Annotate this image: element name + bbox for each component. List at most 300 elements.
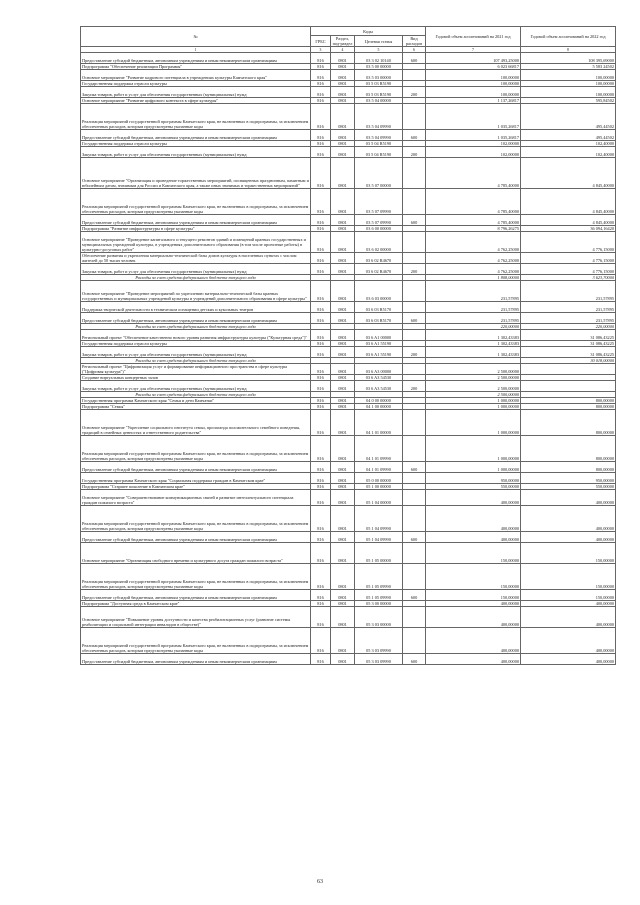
row-grbs: 816 xyxy=(311,232,331,253)
row-name: Реализация мероприятий государственной программы Камчатского края, не включенных в подпрограммы, за исключением обеспеченных расходов, которым предусмотрены указанные коды xyxy=(81,189,311,215)
row-grbs: 816 xyxy=(311,130,331,141)
table-row xyxy=(81,70,616,81)
row-amount-2021: 231,57895 xyxy=(426,281,521,302)
row-grbs: 816 xyxy=(311,564,331,590)
row-name: Государственная поддержка отрасли культуры xyxy=(81,81,311,87)
row-expense-type: 600 xyxy=(403,654,426,665)
row-expense-type xyxy=(403,490,426,506)
row-section: 0801 xyxy=(331,341,355,347)
row-grbs: 816 xyxy=(311,330,331,341)
row-amount-2022: 100,00000 xyxy=(521,70,616,81)
row-name: Предоставление субсидий бюджетным, автономным учреждениям и иным некоммерческим организациям xyxy=(81,313,311,324)
row-grbs: 816 xyxy=(311,226,331,232)
row-expense-type: 600 xyxy=(403,313,426,324)
row-amount-2022: 550,00000 xyxy=(521,484,616,490)
row-grbs: 816 xyxy=(311,158,331,189)
row-amount-2021: 8 796,26275 xyxy=(426,226,521,232)
row-amount-2021: 1 000,00000 xyxy=(426,462,521,473)
row-section: 0801 xyxy=(331,264,355,275)
row-grbs: 816 xyxy=(311,375,331,381)
row-grbs: 816 xyxy=(311,490,331,506)
row-amount-2021: 1 302,43383 xyxy=(426,330,521,341)
row-name: Государственная программа Камчатского края "Социальная поддержка граждан в Камчатском крае" xyxy=(81,473,311,484)
row-amount-2022: 150,00000 xyxy=(521,564,616,590)
column-number: 7 xyxy=(426,47,521,53)
table-row xyxy=(81,532,616,543)
row-grbs: 816 xyxy=(311,473,331,484)
row-target-article: 04 0 00 00000 xyxy=(355,398,403,404)
row-section: 0801 xyxy=(331,141,355,147)
row-amount-2021: 4 785,40000 xyxy=(426,189,521,215)
row-target-article: 05 0 00 00000 xyxy=(355,473,403,484)
row-name: Основное мероприятие "Проведение мероприятий по укреплению материально-технической базы краевых государственных и муниципальных учреждений культуры и учреждений дополнительного образования в сфере культуры" xyxy=(81,281,311,302)
row-grbs: 816 xyxy=(311,462,331,473)
row-section: 0801 xyxy=(331,484,355,490)
row-target-article: 04 1 00 00000 xyxy=(355,404,403,410)
row-grbs: 816 xyxy=(311,590,331,601)
row-amount-2021: 1 137,26817 xyxy=(426,98,521,104)
table-row xyxy=(81,628,616,654)
row-target-article: 05 1 00 00000 xyxy=(355,484,403,490)
row-amount-2022: 4 845,40000 xyxy=(521,158,616,189)
row-expense-type: 200 xyxy=(403,147,426,158)
row-target-article: 03 6 A3 00000 xyxy=(355,364,403,375)
row-section: 0801 xyxy=(331,347,355,358)
row-name: Основное мероприятие "Проведение капитального и текущего ремонтов зданий и помещений краевых государственных и муниципальных учреждений культуры, в учреждениях дополнительного образования (в том числе проектные работы) в культурно-досуговых работ" xyxy=(81,232,311,253)
row-amount-2021: 1 000,00000 xyxy=(426,398,521,404)
row-target-article: 05 1 05 09990 xyxy=(355,564,403,590)
row-name: Создание виртуальных концертных залов xyxy=(81,375,311,381)
row-amount-2022: 102,40000 xyxy=(521,141,616,147)
row-amount-2021: 231,57895 xyxy=(426,302,521,313)
row-amount-2022: 3 623,70000 xyxy=(521,275,616,281)
table-row xyxy=(81,607,616,628)
row-amount-2021: 2 500,00000 xyxy=(426,364,521,375)
table-row xyxy=(81,364,616,375)
row-expense-type xyxy=(403,281,426,302)
row-section: 0801 xyxy=(331,302,355,313)
row-amount-2022: 400,00000 xyxy=(521,532,616,543)
row-amount-2022: 4 776,15000 xyxy=(521,253,616,264)
table-row xyxy=(81,462,616,473)
row-amount-2021: 220,00000 xyxy=(426,324,521,330)
table-row xyxy=(81,130,616,141)
header-target-article: Целевая статья xyxy=(355,36,403,47)
row-section: 0801 xyxy=(331,398,355,404)
row-name: Предоставление субсидий бюджетным, автономным учреждениям и иным некоммерческим организациям xyxy=(81,215,311,226)
row-section: 0801 xyxy=(331,158,355,189)
row-expense-type xyxy=(403,473,426,484)
row-name: Обеспечение развития и укрепления материально-технической базы домов культуры в населенных пунктах с числом жителей до 50 тысяч человек xyxy=(81,253,311,264)
row-amount-2022: 31 086,43225 xyxy=(521,330,616,341)
row-amount-2022: 100,00000 xyxy=(521,87,616,98)
row-target-article: 03 5 07 09990 xyxy=(355,189,403,215)
row-amount-2022: 4 845,40000 xyxy=(521,189,616,215)
row-expense-type: 600 xyxy=(403,532,426,543)
row-section: 0801 xyxy=(331,87,355,98)
row-section: 0801 xyxy=(331,601,355,607)
row-target-article: 03 5 04 09990 xyxy=(355,130,403,141)
row-name: Основное мероприятие "Организация свободного времени и культурного досуга граждан пожилого возраста" xyxy=(81,543,311,564)
row-target-article: 03 6 03 R5170 xyxy=(355,302,403,313)
row-amount-2022: 400,00000 xyxy=(521,601,616,607)
row-target-article: 05 3 03 09990 xyxy=(355,654,403,665)
row-amount-2021: 231,57895 xyxy=(426,313,521,324)
row-target-article: 03 5 04 R5190 xyxy=(355,141,403,147)
row-target-article: 04 1 01 00000 xyxy=(355,410,403,436)
row-target-article: 03 6 02 R4670 xyxy=(355,264,403,275)
row-expense-type xyxy=(403,364,426,375)
row-grbs: 816 xyxy=(311,104,331,130)
row-target-article: 03 6 A1 00000 xyxy=(355,330,403,341)
row-amount-2022: 4 845,40000 xyxy=(521,215,616,226)
row-expense-type xyxy=(403,330,426,341)
table-row xyxy=(81,473,616,484)
row-grbs: 816 xyxy=(311,543,331,564)
row-section: 0801 xyxy=(331,564,355,590)
row-section: 0801 xyxy=(331,506,355,532)
row-expense-type: 600 xyxy=(403,462,426,473)
row-amount-2022: 800,00000 xyxy=(521,436,616,462)
row-name: Закупка товаров, работ и услуг для обеспечения государственных (муниципальных) нужд xyxy=(81,264,311,275)
row-name: Предоставление субсидий бюджетным, автономным учреждениям и иным некоммерческим организациям xyxy=(81,654,311,665)
row-section: 0801 xyxy=(331,436,355,462)
table-row xyxy=(81,654,616,665)
row-section: 0801 xyxy=(331,70,355,81)
row-amount-2022: 800,00000 xyxy=(521,398,616,404)
row-name: Региональный проект "Обеспечение качественно нового уровня развития инфраструктуры культуры ("Культурная среда")" xyxy=(81,330,311,341)
row-name: Подпрограмма "Доступная среда в Камчатском крае" xyxy=(81,601,311,607)
row-name: Реализация мероприятий государственной программы Камчатского края, не включенных в подпрограммы, за исключением обеспеченных расходов, которым предусмотрены указанные коды xyxy=(81,436,311,462)
table-row xyxy=(81,330,616,341)
row-target-article: 03 5 00 00000 xyxy=(355,64,403,70)
table-row xyxy=(81,590,616,601)
row-name: Закупка товаров, работ и услуг для обеспечения государственных (муниципальных) нужд xyxy=(81,381,311,392)
row-amount-2022: 400,00000 xyxy=(521,654,616,665)
row-section: 0801 xyxy=(331,147,355,158)
row-amount-2021: 4 785,40000 xyxy=(426,158,521,189)
column-number: 5 xyxy=(355,47,403,53)
row-target-article: 03 6 00 00000 xyxy=(355,226,403,232)
row-grbs: 816 xyxy=(311,253,331,264)
row-amount-2022: 400,00000 xyxy=(521,490,616,506)
table-row xyxy=(81,490,616,506)
row-amount-2021: 2 500,00000 xyxy=(426,375,521,381)
row-name: Предоставление субсидий бюджетным, автономным учреждениям и иным некоммерческим организациям xyxy=(81,532,311,543)
row-target-article: 03 6 03 00000 xyxy=(355,281,403,302)
row-target-article: 03 6 A3 54530 xyxy=(355,381,403,392)
row-section: 0801 xyxy=(331,628,355,654)
row-target-article: 05 1 05 09990 xyxy=(355,590,403,601)
row-section: 0801 xyxy=(331,232,355,253)
row-name: Предоставление субсидий бюджетным, автономным учреждениям и иным некоммерческим организациям xyxy=(81,590,311,601)
row-amount-2022: 30 018,00000 xyxy=(521,358,616,364)
row-target-article: 03 6 A1 55190 xyxy=(355,347,403,358)
row-amount-2022: 400,00000 xyxy=(521,607,616,628)
row-amount-2021: 1 302,43383 xyxy=(426,341,521,347)
row-name: Государственная поддержка отрасли культуры xyxy=(81,141,311,147)
table-row xyxy=(81,506,616,532)
row-target-article: 03 5 03 R5190 xyxy=(355,87,403,98)
row-amount-2021: 100,00000 xyxy=(426,81,521,87)
row-amount-2021: 102,00000 xyxy=(426,141,521,147)
row-target-article: 03 5 04 00000 xyxy=(355,98,403,104)
row-amount-2022: 495,44502 xyxy=(521,104,616,130)
row-amount-2021: 950,00000 xyxy=(426,473,521,484)
row-grbs: 816 xyxy=(311,53,331,64)
row-section: 0801 xyxy=(331,226,355,232)
row-amount-2021: 107 493,25000 xyxy=(426,53,521,64)
row-amount-2021: 100,00000 xyxy=(426,70,521,81)
row-amount-2021: 102,00000 xyxy=(426,147,521,158)
row-amount-2021: 1 808,00000 xyxy=(426,275,521,281)
row-amount-2022: 231,57895 xyxy=(521,281,616,302)
row-amount-2021: 550,00000 xyxy=(426,484,521,490)
row-section: 0801 xyxy=(331,53,355,64)
row-name: Реализация мероприятий государственной программы Камчатского края, не включенных в подпрограммы, за исключением обеспеченных расходов, которым предусмотрены указанные коды xyxy=(81,564,311,590)
header-expense-type: Вид расходов xyxy=(403,36,426,47)
header-grbs: ГРБС xyxy=(311,36,331,47)
table-row xyxy=(81,158,616,189)
budget-table xyxy=(80,26,616,665)
row-amount-2022 xyxy=(521,364,616,375)
row-name: Подпрограмма "Развитие инфраструктуры в сфере культуры" xyxy=(81,226,311,232)
row-name: Поддержка творческой деятельности в техническом оснащении детских и кукольных театров xyxy=(81,302,311,313)
column-number: 6 xyxy=(403,47,426,53)
row-name: Расходы за счет средств федерального бюджета текущего года xyxy=(81,324,311,330)
row-grbs: 816 xyxy=(311,601,331,607)
row-expense-type xyxy=(403,410,426,436)
row-amount-2021: 4 762,25000 xyxy=(426,264,521,275)
table-row xyxy=(81,53,616,64)
row-target-article: 03 6 02 00000 xyxy=(355,232,403,253)
table-body xyxy=(81,53,616,665)
table-row xyxy=(81,436,616,462)
row-amount-2022: 100,00000 xyxy=(521,81,616,87)
row-amount-2021: 400,00000 xyxy=(426,607,521,628)
row-amount-2021: 1 000,00000 xyxy=(426,436,521,462)
row-section: 0801 xyxy=(331,104,355,130)
row-name: Основное мероприятие "Развитие цифрового контекста в сфере культуры" xyxy=(81,98,311,104)
row-amount-2021: 2 500,00000 xyxy=(426,381,521,392)
row-expense-type xyxy=(403,506,426,532)
row-grbs: 816 xyxy=(311,98,331,104)
row-amount-2021: 400,00000 xyxy=(426,490,521,506)
row-grbs: 816 xyxy=(311,87,331,98)
row-expense-type xyxy=(403,607,426,628)
row-expense-type xyxy=(403,564,426,590)
row-grbs: 816 xyxy=(311,404,331,410)
row-section: 0801 xyxy=(331,313,355,324)
row-target-article: 05 1 04 09990 xyxy=(355,532,403,543)
table-row xyxy=(81,564,616,590)
row-grbs: 816 xyxy=(311,506,331,532)
row-name: Расходы за счет средств федерального бюджета текущего года xyxy=(81,275,311,281)
header-year-2021: Годовой объем ассигнований на 2021 год xyxy=(426,27,521,47)
row-expense-type xyxy=(403,543,426,564)
column-number: 1 xyxy=(81,47,311,53)
row-amount-2022: 400,00000 xyxy=(521,628,616,654)
row-section: 0801 xyxy=(331,543,355,564)
row-expense-type xyxy=(403,158,426,189)
row-expense-type: 600 xyxy=(403,215,426,226)
row-grbs: 816 xyxy=(311,364,331,375)
row-section: 0801 xyxy=(331,364,355,375)
row-grbs: 816 xyxy=(311,189,331,215)
row-section: 0801 xyxy=(331,330,355,341)
row-amount-2021: 1 035,26817 xyxy=(426,130,521,141)
row-expense-type xyxy=(403,302,426,313)
row-amount-2022: 31 086,43225 xyxy=(521,347,616,358)
row-name: Предоставление субсидий бюджетным, автономным учреждениям и иным некоммерческим организациям xyxy=(81,462,311,473)
table-row xyxy=(81,347,616,358)
row-section: 0801 xyxy=(331,81,355,87)
page-number: 63 xyxy=(317,879,323,885)
row-amount-2022: 800,00000 xyxy=(521,462,616,473)
row-grbs: 816 xyxy=(311,381,331,392)
row-section: 0801 xyxy=(331,253,355,264)
row-grbs: 816 xyxy=(311,532,331,543)
row-name: Закупка товаров, работ и услуг для обеспечения государственных (муниципальных) нужд xyxy=(81,147,311,158)
row-grbs: 816 xyxy=(311,147,331,158)
row-expense-type: 600 xyxy=(403,53,426,64)
row-name: Закупка товаров, работ и услуг для обеспечения государственных (муниципальных) нужд xyxy=(81,347,311,358)
column-number: 4 xyxy=(331,47,355,53)
row-amount-2021: 400,00000 xyxy=(426,532,521,543)
table-row xyxy=(81,302,616,313)
row-amount-2022: 5 583 24502 xyxy=(521,64,616,70)
row-amount-2021: 150,00000 xyxy=(426,543,521,564)
row-section: 0801 xyxy=(331,490,355,506)
row-amount-2022: 495,44502 xyxy=(521,130,616,141)
row-amount-2021: 400,00000 xyxy=(426,506,521,532)
row-amount-2022: 400,00000 xyxy=(521,506,616,532)
row-name: Государственная программа Камчатского края "Семья и дети Камчатки" xyxy=(81,398,311,404)
row-amount-2021: 2 500,00000 xyxy=(426,392,521,398)
table-row xyxy=(81,147,616,158)
row-name: Основное мероприятие "Организация и проведение торжественных мероприятий, посвященных праздничным, памятным и юбилейным датам, значимым для России и Камчатского края, а также иных значимых и торжественных мероприятий" xyxy=(81,158,311,189)
row-target-article: 05 3 03 00000 xyxy=(355,607,403,628)
table-row xyxy=(81,215,616,226)
row-name: Реализация мероприятий государственной программы Камчатского края, не включенных в подпрограммы, за исключением обеспеченных расходов, которым предусмотрены указанные коды xyxy=(81,104,311,130)
row-grbs: 816 xyxy=(311,436,331,462)
row-amount-2022: 800,00000 xyxy=(521,410,616,436)
row-section: 0801 xyxy=(331,64,355,70)
table-row xyxy=(81,281,616,302)
table-row xyxy=(81,381,616,392)
row-grbs: 816 xyxy=(311,281,331,302)
row-grbs: 816 xyxy=(311,64,331,70)
row-section: 0801 xyxy=(331,215,355,226)
table-row xyxy=(81,313,616,324)
row-amount-2022: 108 395,69000 xyxy=(521,53,616,64)
row-section: 0801 xyxy=(331,98,355,104)
row-expense-type xyxy=(403,104,426,130)
row-expense-type: 200 xyxy=(403,87,426,98)
row-section: 0801 xyxy=(331,654,355,665)
row-amount-2021: 1 000,00000 xyxy=(426,404,521,410)
row-amount-2021: 1 302,43383 xyxy=(426,347,521,358)
row-name: Предоставление субсидий бюджетным, автономным учреждениям и иным некоммерческим организациям xyxy=(81,53,311,64)
row-amount-2022: 150,00000 xyxy=(521,543,616,564)
row-expense-type: 600 xyxy=(403,130,426,141)
row-expense-type xyxy=(403,70,426,81)
row-expense-type: 200 xyxy=(403,264,426,275)
table-row xyxy=(81,87,616,98)
row-section: 0801 xyxy=(331,473,355,484)
row-section: 0801 xyxy=(331,189,355,215)
row-section: 0801 xyxy=(331,281,355,302)
row-amount-2022: 150,00000 xyxy=(521,590,616,601)
row-grbs: 816 xyxy=(311,313,331,324)
row-name: Основное мероприятие "Укрепление социального института семьи, пропаганда положительного семейного поведения, традиций в семейных ценностях и ответственного родительства" xyxy=(81,410,311,436)
table-row xyxy=(81,264,616,275)
row-target-article: 03 5 07 09990 xyxy=(355,215,403,226)
row-grbs: 816 xyxy=(311,302,331,313)
row-grbs: 816 xyxy=(311,628,331,654)
row-name: Расходы за счет средств федерального бюджета текущего года xyxy=(81,358,311,364)
row-name: Государственная поддержка отрасли культуры xyxy=(81,341,311,347)
row-amount-2022: 102,40000 xyxy=(521,147,616,158)
row-amount-2022 xyxy=(521,381,616,392)
row-grbs: 816 xyxy=(311,347,331,358)
table-row xyxy=(81,104,616,130)
row-target-article: 03 5 04 09990 xyxy=(355,104,403,130)
table-row xyxy=(81,253,616,264)
row-expense-type: 600 xyxy=(403,590,426,601)
row-name: Реализация мероприятий государственной программы Камчатского края, не включенных в подпрограммы, за исключением обеспеченных расходов, которым предусмотрены указанные коды xyxy=(81,628,311,654)
row-name: Основное мероприятие "Повышение уровня доступности и качества реабилитационных услуг (развитие системы реабилитации и социальной интеграции инвалидов в обществе)" xyxy=(81,607,311,628)
row-target-article: 03 5 03 00000 xyxy=(355,70,403,81)
row-amount-2021: 4 762,25000 xyxy=(426,232,521,253)
row-section: 0801 xyxy=(331,532,355,543)
row-section: 0801 xyxy=(331,462,355,473)
row-name: Региональный проект "Цифровизация услуг и формирование информационного пространства в сфере культуры ("Цифровая культура")" xyxy=(81,364,311,375)
row-amount-2022: 231,57895 xyxy=(521,313,616,324)
row-target-article: 04 1 01 09990 xyxy=(355,436,403,462)
row-amount-2021: 400,00000 xyxy=(426,628,521,654)
document-page xyxy=(80,26,615,665)
column-number: 8 xyxy=(521,47,616,53)
row-grbs: 816 xyxy=(311,410,331,436)
row-target-article: 03 6 A1 55190 xyxy=(355,341,403,347)
row-name: Основное мероприятие "Развитие кадрового потенциала в учреждениях культуры Камчатского края" xyxy=(81,70,311,81)
row-grbs: 816 xyxy=(311,398,331,404)
header-razdel: Раздел, под-раздел xyxy=(331,36,355,47)
row-target-article: 03 6 A3 54530 xyxy=(355,375,403,381)
row-amount-2022: 31 086,43225 xyxy=(521,341,616,347)
row-amount-2021: 100,00000 xyxy=(426,87,521,98)
row-target-article: 03 6 03 R5170 xyxy=(355,313,403,324)
row-grbs: 816 xyxy=(311,654,331,665)
table-row xyxy=(81,543,616,564)
row-amount-2021: 150,00000 xyxy=(426,564,521,590)
row-name: Предоставление субсидий бюджетным, автономным учреждениям и иным некоммерческим организациям xyxy=(81,130,311,141)
row-expense-type xyxy=(403,189,426,215)
row-grbs: 816 xyxy=(311,484,331,490)
row-target-article: 04 1 01 09990 xyxy=(355,462,403,473)
row-name: Основное мероприятие "Совершенствование коммуникационных связей и развитие интеллектуального потенциала граждан пожилого возраста" xyxy=(81,490,311,506)
row-amount-2022: 220,00000 xyxy=(521,324,616,330)
row-amount-2022: 800,00000 xyxy=(521,404,616,410)
row-target-article: 05 3 00 00000 xyxy=(355,601,403,607)
row-section: 0801 xyxy=(331,130,355,141)
row-amount-2022: 231,57895 xyxy=(521,302,616,313)
row-target-article: 03 6 02 R4670 xyxy=(355,253,403,264)
row-section: 0801 xyxy=(331,607,355,628)
row-section: 0801 xyxy=(331,375,355,381)
row-amount-2021: 150,00000 xyxy=(426,590,521,601)
